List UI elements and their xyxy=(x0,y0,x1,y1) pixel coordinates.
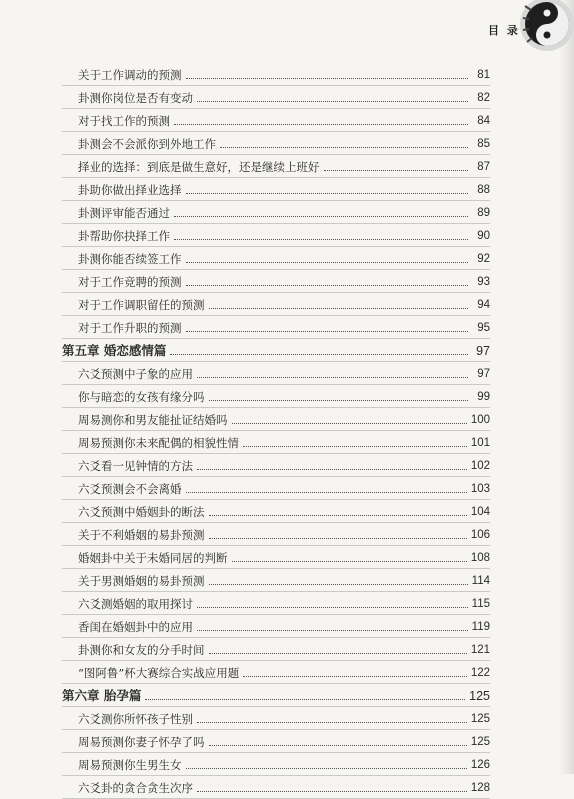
toc-entry xyxy=(78,154,490,174)
dot-leader xyxy=(197,790,467,792)
dot-leader xyxy=(145,698,465,700)
toc-entry-title: 卦测你岗位是否有变动 xyxy=(78,91,193,105)
toc-entry-title: 第六章 胎孕篇 xyxy=(62,688,142,703)
dot-leader xyxy=(197,376,468,378)
dot-leader xyxy=(232,422,467,424)
toc-entry-title: 六爻预测中子象的应用 xyxy=(78,367,193,381)
toc-page-number: 126 xyxy=(470,759,490,771)
toc-entry xyxy=(78,614,490,634)
dot-leader xyxy=(174,215,468,217)
toc-entry xyxy=(78,384,490,404)
toc-entry xyxy=(78,269,490,289)
toc-entry xyxy=(78,200,490,220)
toc-entry xyxy=(78,108,490,128)
toc-entry-title: 六爻预测中婚姻卦的断法 xyxy=(78,505,205,519)
dot-leader xyxy=(243,675,467,677)
toc-page-number: 97 xyxy=(476,344,490,358)
dot-leader xyxy=(243,445,467,447)
toc-entry xyxy=(78,752,490,772)
toc-page-number: 82 xyxy=(477,92,490,104)
toc-chapter-heading xyxy=(62,338,490,358)
toc-chapter-heading xyxy=(62,683,490,703)
toc-entry-title: 卦助你做出择业选择 xyxy=(78,183,182,197)
toc-entry-title: 关于不利婚姻的易卦预测 xyxy=(78,528,205,542)
toc-page-number: 122 xyxy=(470,667,490,679)
toc-entry xyxy=(78,591,490,611)
toc-entry xyxy=(78,660,490,680)
toc-entry-title: “图阿鲁”杯大赛综合实战应用题 xyxy=(78,666,240,680)
running-header: 目 录 xyxy=(488,24,520,37)
dot-leader xyxy=(220,146,468,148)
dot-leader xyxy=(186,77,469,79)
toc-page-number: 108 xyxy=(470,552,490,564)
toc-entry xyxy=(78,430,490,450)
toc-page-number: 100 xyxy=(470,414,490,426)
toc-page-number: 115 xyxy=(471,598,490,610)
toc-entry xyxy=(78,522,490,542)
toc-page-number: 85 xyxy=(477,138,490,150)
toc-entry-title: 六爻卦的贪合贪生次序 xyxy=(78,781,193,795)
toc-page-number: 94 xyxy=(477,299,490,311)
toc-entry-title: 婚姻卦中关于未婚同居的判断 xyxy=(78,551,228,565)
toc-entry xyxy=(78,453,490,473)
dot-leader xyxy=(197,468,467,470)
dot-leader xyxy=(209,537,467,539)
toc-entry-title: 你与暗恋的女孩有缘分吗 xyxy=(78,390,205,404)
toc-page-number: 84 xyxy=(477,115,490,127)
toc-page-number: 88 xyxy=(477,184,490,196)
toc-page-number: 119 xyxy=(471,621,490,633)
toc-entry-title: 关于男测婚姻的易卦预测 xyxy=(78,574,205,588)
toc-entry xyxy=(78,407,490,427)
toc-page-number: 104 xyxy=(470,506,490,518)
toc-entry xyxy=(78,62,490,82)
toc-page-number: 95 xyxy=(477,322,490,334)
dot-leader xyxy=(197,100,468,102)
dot-leader xyxy=(174,238,468,240)
toc-entry xyxy=(78,315,490,335)
toc-page-number: 128 xyxy=(470,782,490,794)
dot-leader xyxy=(209,307,469,309)
toc-entry-title: 六爻预测会不会离婚 xyxy=(78,482,182,496)
toc-entry xyxy=(78,545,490,565)
toc-entry-title: 卦测会不会派你到外地工作 xyxy=(78,137,216,151)
dot-leader xyxy=(209,583,468,585)
toc-entry xyxy=(78,775,490,795)
dot-leader xyxy=(209,744,467,746)
dot-leader xyxy=(186,192,469,194)
dot-leader xyxy=(170,353,468,355)
toc-entry-title: 卦帮助你抉择工作 xyxy=(78,229,170,243)
toc-entry-title: 六爻看一见钟情的方法 xyxy=(78,459,193,473)
dot-leader xyxy=(209,399,469,401)
toc-page-number: 87 xyxy=(477,161,490,173)
toc-entry-title: 卦测评审能否通过 xyxy=(78,206,170,220)
toc-page-number: 81 xyxy=(477,69,490,81)
toc-entry-title: 卦测你能否续签工作 xyxy=(78,252,182,266)
toc-entry-title: 对于工作升职的预测 xyxy=(78,321,182,335)
dot-leader xyxy=(186,330,469,332)
toc-entry xyxy=(78,499,490,519)
toc-entry-title: 对于工作调职留任的预测 xyxy=(78,298,205,312)
toc-entry-title: 对于工作竞聘的预测 xyxy=(78,275,182,289)
toc-page-number: 125 xyxy=(470,736,490,748)
toc-entry xyxy=(78,361,490,381)
dot-leader xyxy=(197,629,468,631)
toc-page-number: 90 xyxy=(477,230,490,242)
toc-entry-title: 香闺在婚姻卦中的应用 xyxy=(78,620,193,634)
dot-leader xyxy=(232,560,467,562)
toc-page-number: 106 xyxy=(470,529,490,541)
toc-entry-title: 周易预测你未来配偶的相貌性情 xyxy=(78,436,239,450)
toc-entry-title: 对于找工作的预测 xyxy=(78,114,170,128)
toc-page-number: 101 xyxy=(470,437,490,449)
dot-leader xyxy=(186,767,467,769)
dot-leader xyxy=(209,514,467,516)
dot-leader xyxy=(186,261,469,263)
toc-entry xyxy=(78,729,490,749)
dot-leader xyxy=(186,491,467,493)
dot-leader xyxy=(324,169,469,171)
toc-page-number: 97 xyxy=(477,368,490,380)
toc-entry xyxy=(78,568,490,588)
toc-entry-title: 周易预测你生男生女 xyxy=(78,758,182,772)
dot-leader xyxy=(197,606,468,608)
dot-leader xyxy=(174,123,468,125)
toc-entry-title: 择业的选择：到底是做生意好，还是继续上班好 xyxy=(78,160,320,174)
toc-entry xyxy=(78,85,490,105)
toc-entry-title: 六爻测婚姻的取用探讨 xyxy=(78,597,193,611)
toc-page-number: 114 xyxy=(471,575,490,587)
toc-page-number: 93 xyxy=(477,276,490,288)
toc-entry-title: 卦测你和女友的分手时间 xyxy=(78,643,205,657)
toc-page-number: 125 xyxy=(470,713,490,725)
toc-entry-title: 第五章 婚恋感情篇 xyxy=(62,343,167,358)
toc-entry xyxy=(78,637,490,657)
toc-page-number: 125 xyxy=(469,689,490,703)
toc-page-number: 99 xyxy=(477,391,490,403)
toc-page-number: 92 xyxy=(477,253,490,265)
toc-entry-title: 周易测你和男友能扯证结婚吗 xyxy=(78,413,228,427)
toc-entry-title: 关于工作调动的预测 xyxy=(78,68,182,82)
toc-entry-title: 周易预测你妻子怀孕了吗 xyxy=(78,735,205,749)
toc-page-number: 121 xyxy=(470,644,490,656)
toc-page-number: 89 xyxy=(477,207,490,219)
toc-entry xyxy=(78,246,490,266)
toc-entry xyxy=(78,177,490,197)
toc-entry xyxy=(78,131,490,151)
dot-leader xyxy=(197,721,467,723)
toc-page-number: 103 xyxy=(470,483,490,495)
toc-entry xyxy=(78,706,490,726)
toc-entry xyxy=(78,476,490,496)
dot-leader xyxy=(209,652,467,654)
toc-page-number: 102 xyxy=(470,460,490,472)
dot-leader xyxy=(186,284,469,286)
toc-entry xyxy=(78,223,490,243)
toc-entry xyxy=(78,292,490,312)
toc-entry-title: 六爻测你所怀孩子性别 xyxy=(78,712,193,726)
